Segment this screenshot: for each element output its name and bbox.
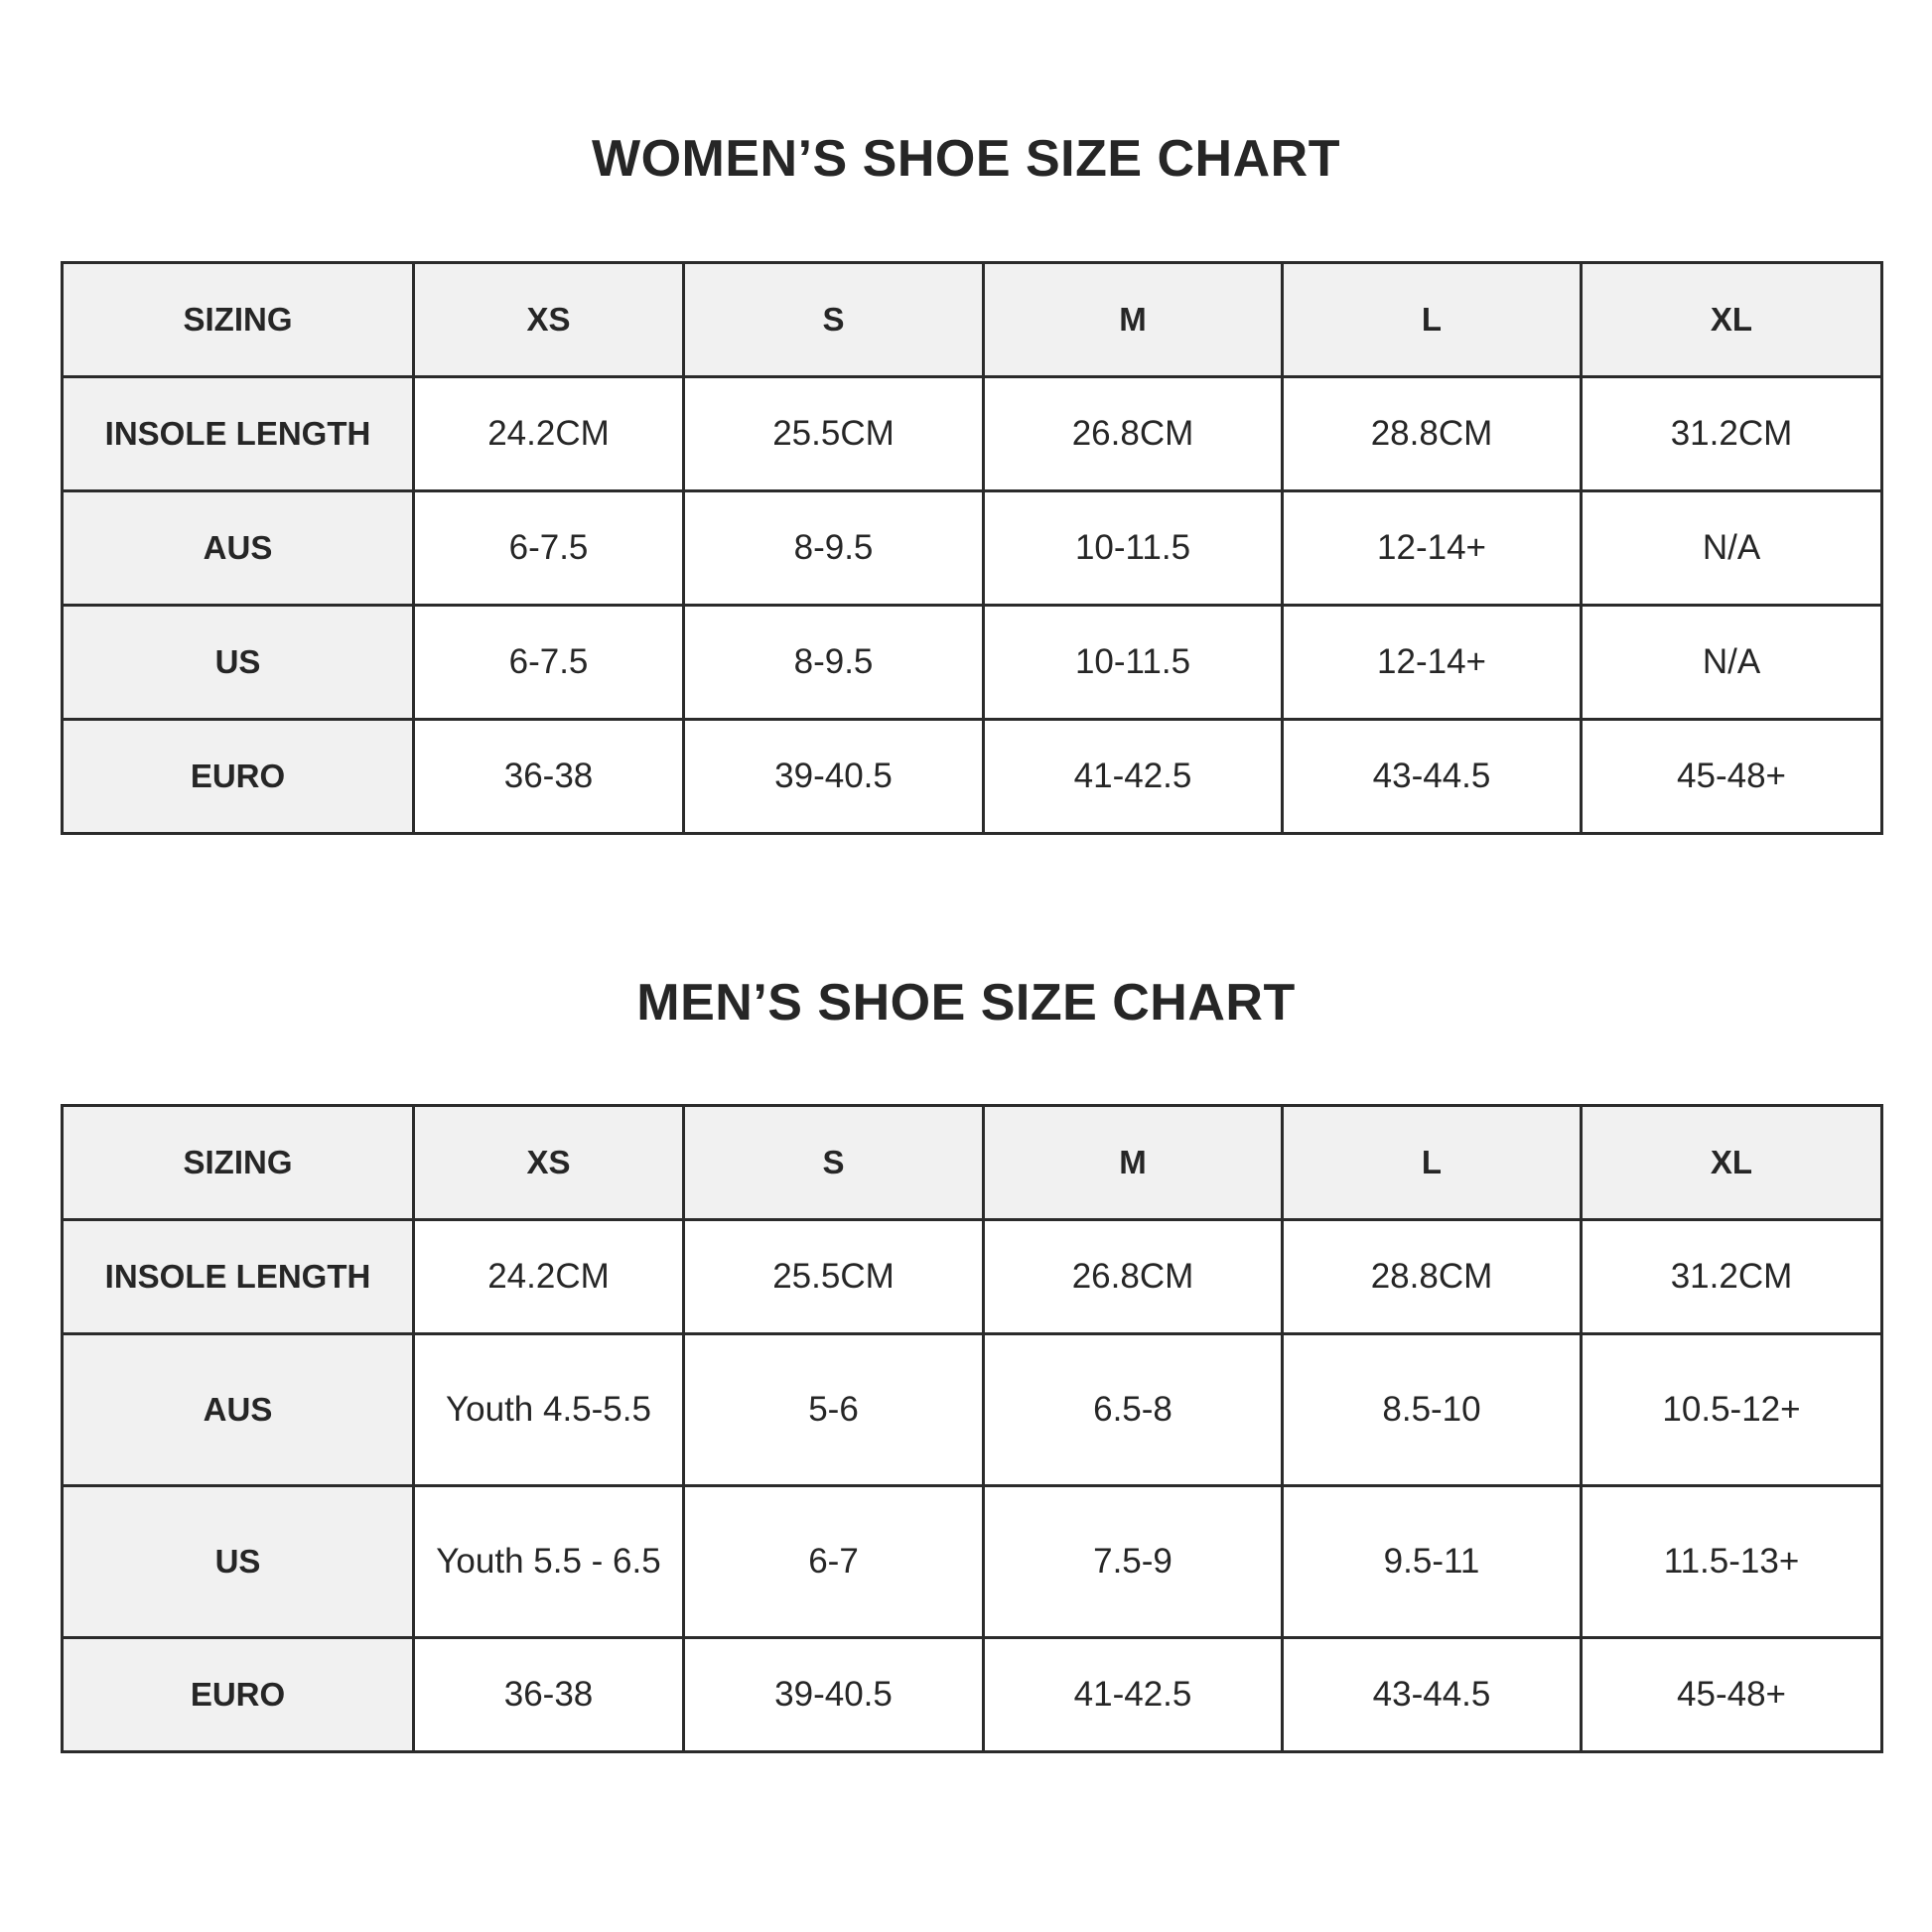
table-cell: 36-38 (414, 1638, 684, 1752)
table-row-aus (63, 1334, 1882, 1486)
header-cell-xl: XL (1582, 1106, 1882, 1220)
table-row-insole-length (63, 1220, 1882, 1334)
row-label: AUS (63, 1334, 414, 1486)
table-row-euro (63, 1638, 1882, 1752)
header-cell-xl: XL (1582, 263, 1882, 377)
table-cell: 10-11.5 (984, 491, 1283, 606)
table-cell: 24.2CM (414, 1220, 684, 1334)
table-cell: 45-48+ (1582, 1638, 1882, 1752)
header-cell-sizing: SIZING (63, 1106, 414, 1220)
table-row-us (63, 606, 1882, 720)
row-label: EURO (63, 720, 414, 834)
header-cell-l: L (1283, 1106, 1582, 1220)
row-label: AUS (63, 491, 414, 606)
table-header-row (63, 1106, 1882, 1220)
table-cell: 6-7.5 (414, 491, 684, 606)
table-cell: 43-44.5 (1283, 1638, 1582, 1752)
table-cell: Youth 5.5 - 6.5 (414, 1486, 684, 1638)
table-cell: 26.8CM (984, 1220, 1283, 1334)
table-cell: 31.2CM (1582, 377, 1882, 491)
table-cell: 45-48+ (1582, 720, 1882, 834)
table-cell: Youth 4.5-5.5 (414, 1334, 684, 1486)
womens-size-table (61, 261, 1883, 835)
womens-chart-title: WOMEN’S SHOE SIZE CHART (592, 130, 1340, 188)
table-cell: 41-42.5 (984, 1638, 1283, 1752)
table-row-euro (63, 720, 1882, 834)
table-cell: 12-14+ (1283, 606, 1582, 720)
mens-chart-title: MEN’S SHOE SIZE CHART (636, 974, 1296, 1032)
table-cell: 11.5-13+ (1582, 1486, 1882, 1638)
header-cell-xs: XS (414, 263, 684, 377)
mens-size-table (61, 1104, 1883, 1753)
table-cell: 8.5-10 (1283, 1334, 1582, 1486)
table-cell: 43-44.5 (1283, 720, 1582, 834)
table-cell: 8-9.5 (684, 606, 984, 720)
table-cell: 41-42.5 (984, 720, 1283, 834)
table-row-us (63, 1486, 1882, 1638)
header-cell-xs: XS (414, 1106, 684, 1220)
header-cell-s: S (684, 1106, 984, 1220)
table-cell: 39-40.5 (684, 720, 984, 834)
table-cell: 6.5-8 (984, 1334, 1283, 1486)
row-label: US (63, 1486, 414, 1638)
table-cell: 5-6 (684, 1334, 984, 1486)
table-cell: 25.5CM (684, 1220, 984, 1334)
table-cell: 10-11.5 (984, 606, 1283, 720)
row-label: US (63, 606, 414, 720)
table-cell: 6-7.5 (414, 606, 684, 720)
table-header-row (63, 263, 1882, 377)
table-cell: N/A (1582, 491, 1882, 606)
header-cell-s: S (684, 263, 984, 377)
table-cell: 7.5-9 (984, 1486, 1283, 1638)
table-cell: 25.5CM (684, 377, 984, 491)
table-cell: 36-38 (414, 720, 684, 834)
table-cell: N/A (1582, 606, 1882, 720)
row-label: INSOLE LENGTH (63, 377, 414, 491)
table-cell: 12-14+ (1283, 491, 1582, 606)
table-cell: 31.2CM (1582, 1220, 1882, 1334)
row-label: EURO (63, 1638, 414, 1752)
table-cell: 26.8CM (984, 377, 1283, 491)
table-cell: 39-40.5 (684, 1638, 984, 1752)
table-cell: 24.2CM (414, 377, 684, 491)
table-cell: 8-9.5 (684, 491, 984, 606)
table-cell: 10.5-12+ (1582, 1334, 1882, 1486)
table-cell: 28.8CM (1283, 1220, 1582, 1334)
header-cell-m: M (984, 263, 1283, 377)
table-row-aus (63, 491, 1882, 606)
header-cell-sizing: SIZING (63, 263, 414, 377)
table-row-insole-length (63, 377, 1882, 491)
table-cell: 28.8CM (1283, 377, 1582, 491)
header-cell-l: L (1283, 263, 1582, 377)
row-label: INSOLE LENGTH (63, 1220, 414, 1334)
table-cell: 9.5-11 (1283, 1486, 1582, 1638)
table-cell: 6-7 (684, 1486, 984, 1638)
header-cell-m: M (984, 1106, 1283, 1220)
